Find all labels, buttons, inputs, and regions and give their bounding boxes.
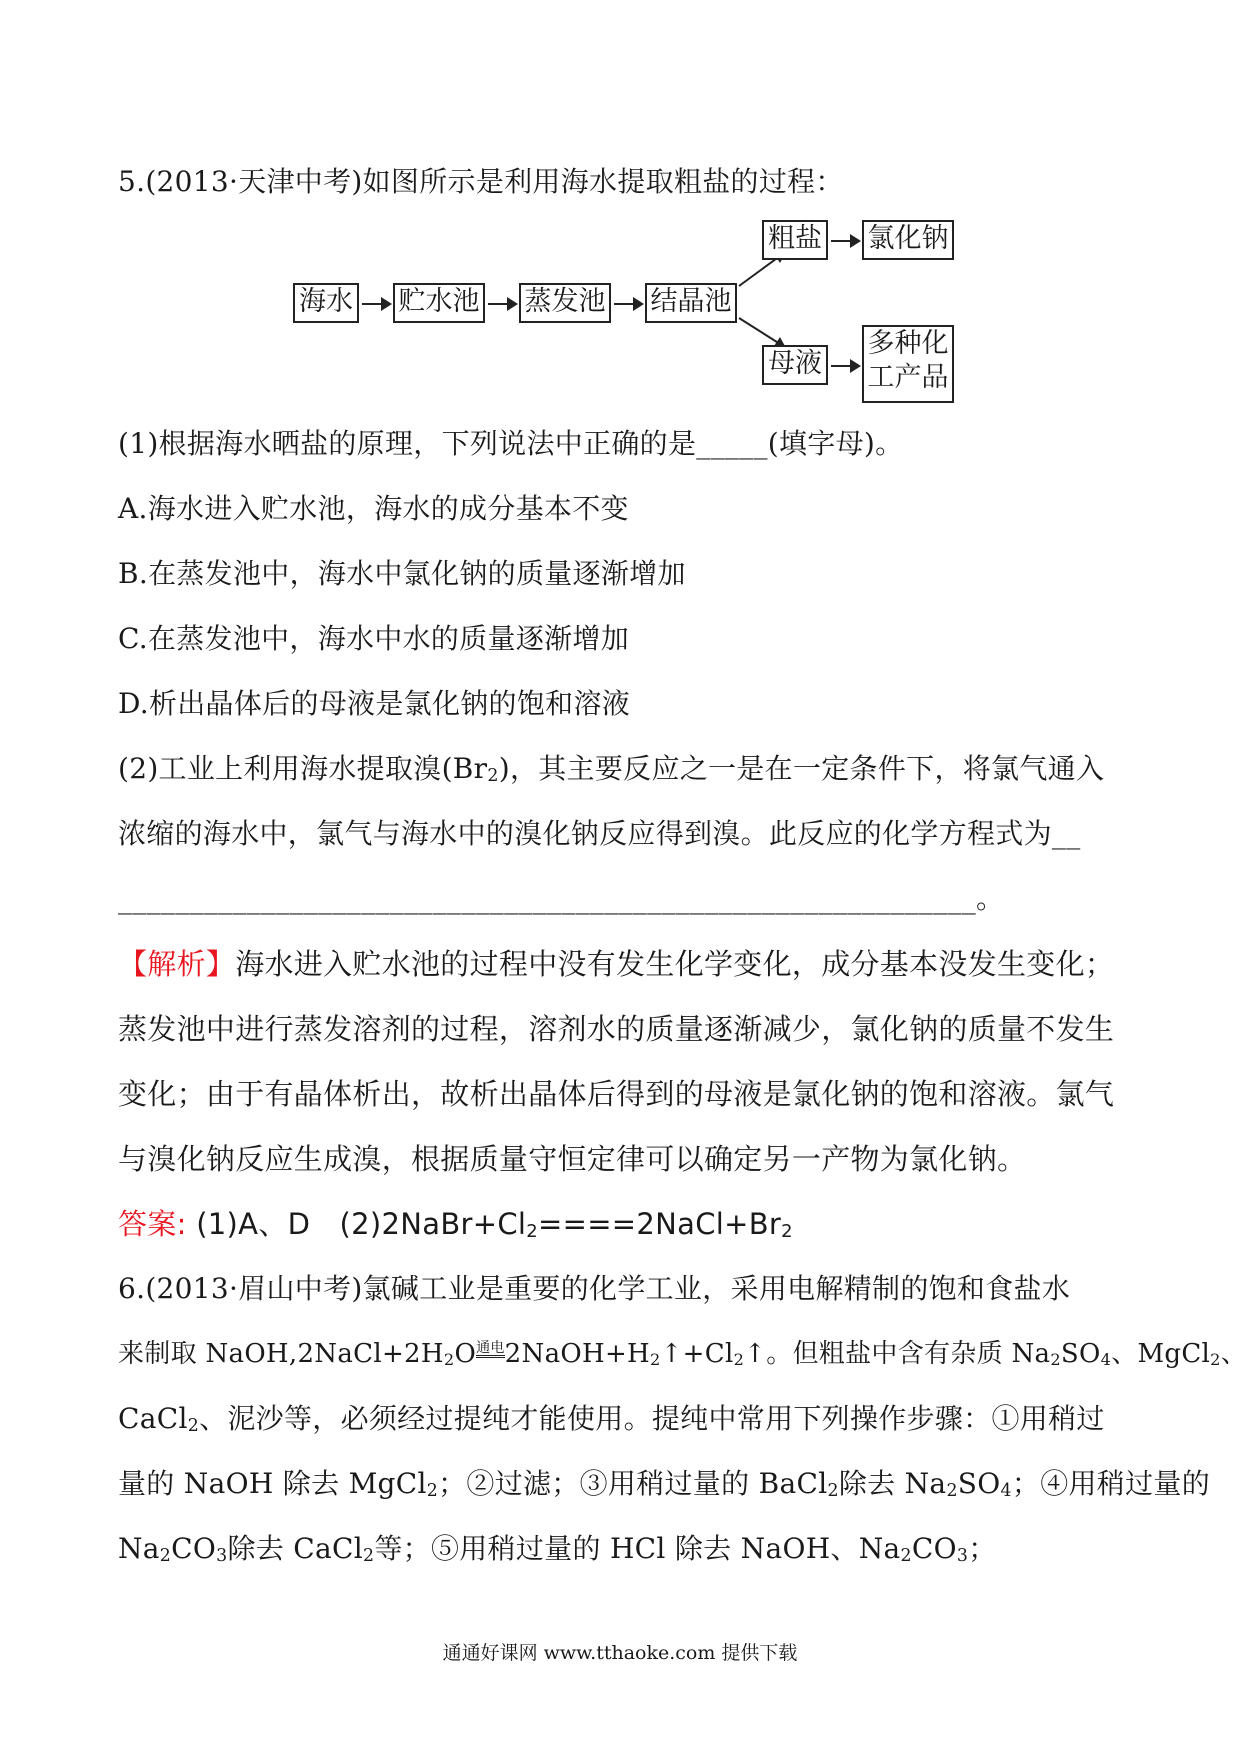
flow-box-mother-liquor: 母液: [762, 345, 828, 385]
question-6-line-4: 量的 NaOH 除去 MgCl$_2$；②过滤；③用稍过量的 BaCl$_2$除去 $Na_2SO_4$；④用稍过量的: [118, 1467, 1211, 1501]
footer-watermark: 通通好课网 www.tthaoke.com 提供下载: [442, 1642, 798, 1664]
question-5-part-2-line-2: 浓缩的海水中，氯气与海水中的溴化钠反应得到溴。此反应的化学方程式为__: [118, 817, 1081, 850]
flow-box-evaporation: 蒸发池: [519, 283, 611, 323]
flow-box-nacl: 氯化钠: [862, 220, 954, 260]
branch-arrows-icon: [736, 248, 794, 352]
electrolysis-condition: 通电: [476, 1340, 505, 1356]
question-5-part-1: (1)根据海水晒盐的原理，下列说法中正确的是_____(填字母)。: [118, 427, 904, 460]
analysis-line-3: 变化；由于有晶体析出，故析出晶体后得到的母液是氯化钠的饱和溶液。氯气: [118, 1077, 1115, 1111]
arrow-right-icon: [614, 303, 642, 305]
option-c: C.在蒸发池中，海水中水的质量逐渐增加: [118, 622, 630, 655]
flow-box-seawater: 海水: [293, 283, 359, 323]
question-6-line-1: 6.(2013·眉山中考)氯碱工业是重要的化学工业，采用电解精制的饱和食盐水: [118, 1272, 1071, 1305]
arrow-right-icon: [831, 240, 859, 242]
option-d: D.析出晶体后的母液是氯化钠的饱和溶液: [118, 687, 631, 720]
flow-box-crude-salt: 粗盐: [762, 220, 828, 260]
option-a: A.海水进入贮水池，海水的成分基本不变: [118, 492, 629, 525]
question-6-line-2: 来制取 $NaOH,2NaCl+2H_2O$通电$2NaOH+H_2↑+Cl_2↑$。但粗盐中含有杂质 $Na_2SO_4$、MgCl$_2$、: [118, 1339, 1247, 1369]
question-5-part-2: (2)工业上利用海水提取溴$(Br_2)$，其主要反应之一是在一定条件下，将氯气通入: [118, 752, 1105, 786]
question-6-line-5: $Na_2CO_3$除去 CaCl$_2$等；⑤用稍过量的 HCl 除去 NaOH、$Na_2CO_3$；: [118, 1532, 997, 1566]
answer-blank-line: ____________________________________________________________。: [118, 882, 1005, 915]
arrow-right-icon: [362, 303, 390, 305]
answer-label: 答案:: [118, 1207, 187, 1241]
arrow-right-icon: [831, 365, 859, 367]
flow-box-chemical-products: [862, 325, 954, 403]
flow-box-crystal: 结晶池: [645, 283, 737, 323]
products-line-1: 多种化: [867, 328, 949, 359]
flow-box-storage: 贮水池: [393, 283, 485, 323]
arrow-right-icon: [488, 303, 516, 305]
analysis-label: 【解析】: [118, 947, 236, 981]
option-b: B.在蒸发池中，海水中氯化钠的质量逐渐增加: [118, 557, 686, 590]
answer-line: 答案: (1)A、D $(2)2NaBr+Cl_2====2NaCl+Br_2$: [118, 1207, 793, 1242]
products-line-2: 工产品: [867, 362, 949, 393]
analysis-line-1: 【解析】海水进入贮水池的过程中没有发生化学变化，成分基本没发生变化；: [118, 947, 1115, 981]
question-5-title: 5.(2013·天津中考)如图所示是利用海水提取粗盐的过程：: [118, 165, 844, 198]
question-6-line-3: CaCl$_2$、泥沙等，必须经过提纯才能使用。提纯中常用下列操作步骤：①用稍过: [118, 1402, 1105, 1436]
analysis-line-4: 与溴化钠反应生成溴，根据质量守恒定律可以确定另一产物为氯化钠。: [118, 1142, 1027, 1176]
analysis-line-2: 蒸发池中进行蒸发溶剂的过程，溶剂水的质量逐渐减少，氯化钠的质量不发生: [118, 1012, 1115, 1046]
